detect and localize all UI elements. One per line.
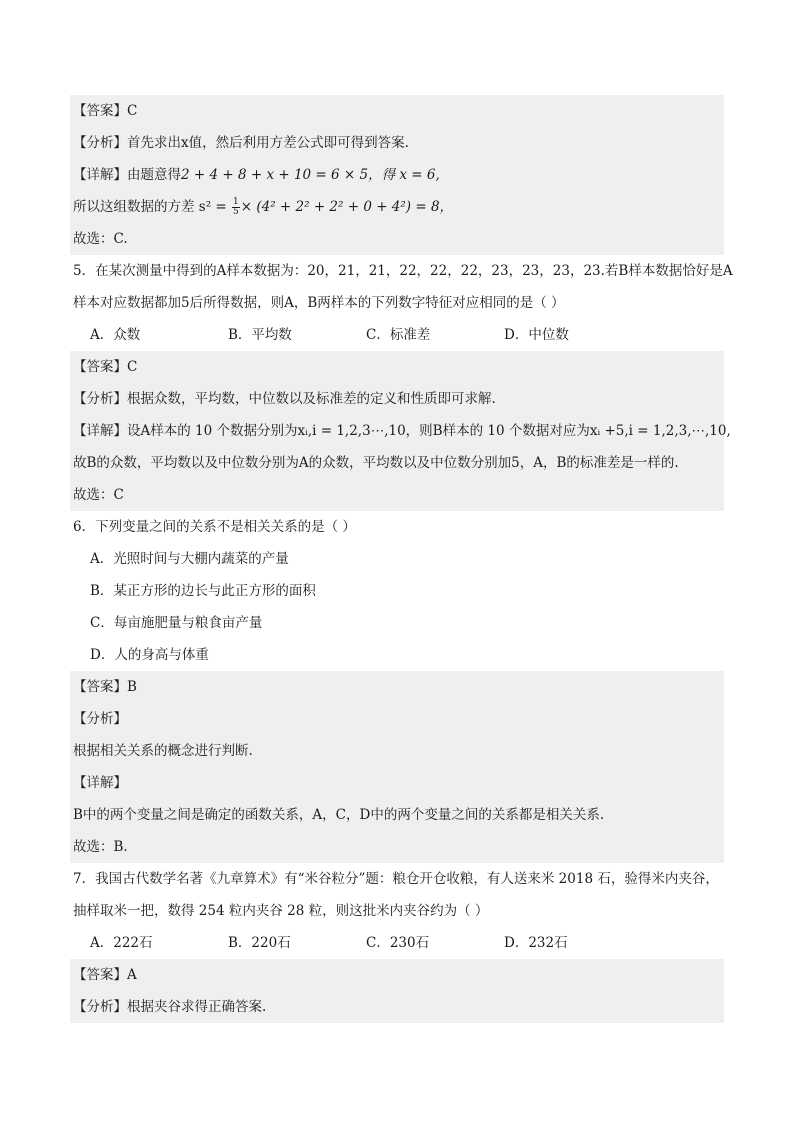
q7-options: [70, 927, 724, 959]
q5-option-a: A．众数: [90, 327, 141, 343]
q7-option-c: C．230石: [366, 935, 430, 951]
q7-stem-line1: 7．我国古代数学名著《九章算术》有“米谷粒分”题：粮仓开仓收粮，有人送来米 2018 石，验得米内夹谷，: [73, 871, 719, 887]
q5-answer: 【答案】C: [70, 351, 724, 383]
q5-choose: 故选：C: [70, 479, 724, 511]
q4-variance-fraction: [232, 198, 240, 217]
q5-stem-line2: 样本对应数据都加5后所得数据，则A，B两样本的下列数字特征对应相同的是（ ）: [73, 295, 565, 311]
q4-variance-rest: × (4² + 2² + 2² + 0 + 4²) = 8，: [240, 199, 454, 215]
q6-option-c: C．每亩施肥量与粮食亩产量: [90, 615, 263, 631]
q5-detail-line2: 故B的众数，平均数以及中位数分别为A的众数，平均数以及中位数分别加5，A，B的标准差是一样的.: [70, 447, 724, 479]
q6-option-b: B．某正方形的边长与此正方形的面积: [90, 583, 316, 599]
q4-detail-equation: 2 + 4 + 8 + x + 10 = 6 × 5，得 x = 6,: [181, 167, 440, 183]
q6-stem: 6．下列变量之间的关系不是相关关系的是（ ）: [73, 519, 356, 535]
q5-option-d: D．中位数: [504, 327, 569, 343]
q5-option-b: B．平均数: [228, 327, 292, 343]
q7-stem-line2: 抽样取米一把，数得 254 粒内夹谷 28 粒，则这批米内夹谷约为（ ）: [73, 903, 489, 919]
document-page: [70, 95, 733, 1023]
q6-detail-label: 【详解】: [70, 767, 724, 799]
q7-option-a: A．222石: [90, 935, 153, 951]
q6-answer: 【答案】B: [70, 671, 724, 703]
q6-choose: 故选：B.: [70, 831, 724, 863]
q7-option-d: D．232石: [504, 935, 568, 951]
q4-detail: [70, 159, 724, 191]
q4-variance-prefix: 所以这组数据的方差 s² =: [73, 199, 232, 215]
q5-options: [70, 319, 724, 351]
q4-choose: 故选：C.: [70, 223, 724, 255]
fraction-numerator: 1: [233, 197, 239, 207]
q5-detail-line1: 【详解】设A样本的 10 个数据分别为xᵢ,i = 1,2,3⋯,10，则B样本的 10 个数据对应为xᵢ +5,i = 1,2,3,⋯,10,: [70, 415, 724, 447]
q7-answer: 【答案】A: [70, 959, 724, 991]
q5-option-c: C．标准差: [366, 327, 431, 343]
q5-stem-line1: 5．在某次测量中得到的A样本数据为：20，21，21，22，22，22，23，23，23，23.若B样本数据恰好是A: [73, 263, 733, 279]
q6-option-d: D．人的身高与体重: [90, 647, 209, 663]
q5-analysis: 【分析】根据众数，平均数，中位数以及标准差的定义和性质即可求解.: [70, 383, 724, 415]
q4-answer: 【答案】C: [70, 95, 724, 127]
q7-analysis: 【分析】根据夹谷求得正确答案.: [70, 991, 724, 1023]
q4-analysis: 【分析】首先求出x值，然后利用方差公式即可得到答案.: [70, 127, 724, 159]
q6-analysis-label: 【分析】: [70, 703, 724, 735]
q6-analysis: 根据相关关系的概念进行判断.: [70, 735, 724, 767]
q6-option-a: A．光照时间与大棚内蔬菜的产量: [90, 551, 289, 567]
q4-detail-prefix: 【详解】由题意得: [73, 167, 181, 183]
fraction-denominator: 5: [233, 207, 239, 217]
q7-option-b: B．220石: [228, 935, 291, 951]
q6-detail: B中的两个变量之间是确定的函数关系，A，C，D中的两个变量之间的关系都是相关关系.: [70, 799, 724, 831]
q4-variance: [70, 191, 724, 223]
